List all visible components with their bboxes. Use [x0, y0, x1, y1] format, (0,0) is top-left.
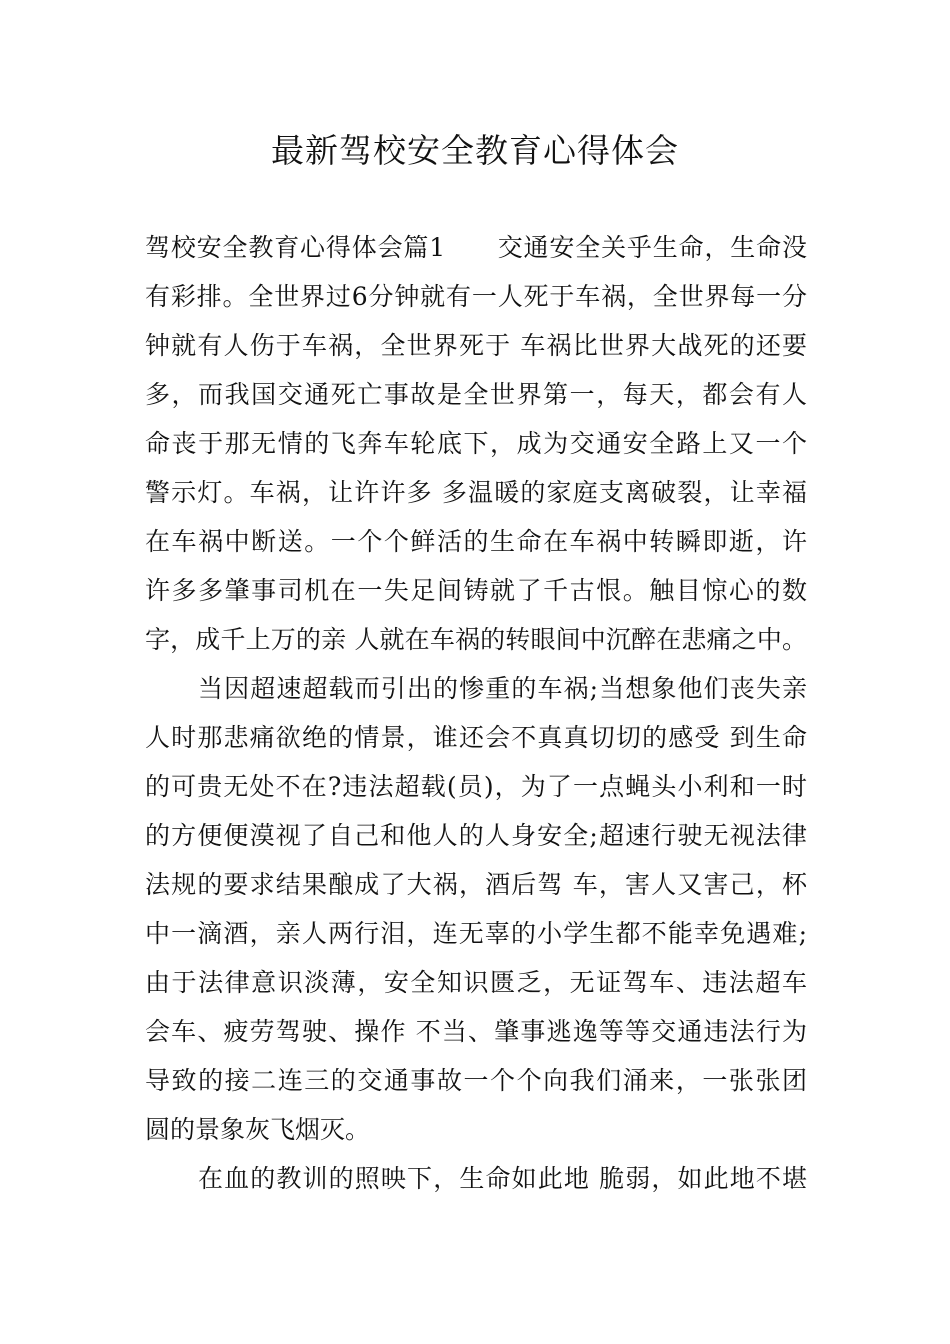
text-line: 命丧于那无情的飞奔车轮底下，成为交通安全路上又一个: [145, 429, 807, 458]
paragraph: [145, 664, 807, 1154]
text-line: 人时那悲痛欲绝的情景，谁还会不真真切切的感受 到生命: [145, 723, 807, 752]
text-line: 字，成千上万的亲 人就在车祸的转眼间中沉醉在悲痛之中。: [145, 625, 807, 654]
text-line: 当因超速超载而引出的惨重的车祸;当想象他们丧失亲: [198, 674, 807, 703]
text-line: 会车、疲劳驾驶、操作 不当、肇事逃逸等等交通违法行为: [145, 1017, 807, 1046]
paragraph: [145, 1154, 807, 1203]
text-line: 钟就有人伤于车祸，全世界死于 车祸比世界大战死的还要: [145, 331, 807, 360]
document-title: 最新驾校安全教育心得体会: [271, 131, 679, 170]
paragraph: [145, 223, 807, 664]
text-line: 警示灯。车祸，让许许多 多温暖的家庭支离破裂，让幸福: [145, 478, 807, 507]
document-body: [145, 223, 807, 1203]
text-line: 驾校安全教育心得体会篇1 交通安全关乎生命，生命没: [145, 233, 807, 262]
text-line: 在车祸中断送。一个个鲜活的生命在车祸中转瞬即逝，许: [145, 527, 807, 556]
text-line: 的可贵无处不在?违法超载(员)，为了一点蝇头小利和一时: [145, 772, 807, 801]
text-line: 由于法律意识淡薄，安全知识匮乏，无证驾车、违法超车: [145, 968, 807, 997]
text-line: 有彩排。全世界过6分钟就有一人死于车祸，全世界每一分: [145, 282, 807, 311]
text-line: 许多多肇事司机在一失足间铸就了千古恨。触目惊心的数: [145, 576, 807, 605]
text-line: 多，而我国交通死亡事故是全世界第一，每天，都会有人: [145, 380, 807, 409]
text-line: 在血的教训的照映下，生命如此地 脆弱，如此地不堪: [198, 1164, 807, 1193]
text-line: 圆的景象灰飞烟灭。: [145, 1115, 371, 1144]
text-line: 中一滴酒，亲人两行泪，连无辜的小学生都不能幸免遇难;: [145, 919, 807, 948]
text-line: 法规的要求结果酿成了大祸，酒后驾 车，害人又害己，杯: [145, 870, 807, 899]
text-line: 的方便便漠视了自己和他人的人身安全;超速行驶无视法律: [145, 821, 807, 850]
text-line: 导致的接二连三的交通事故一个个向我们涌来，一张张团: [145, 1066, 807, 1095]
